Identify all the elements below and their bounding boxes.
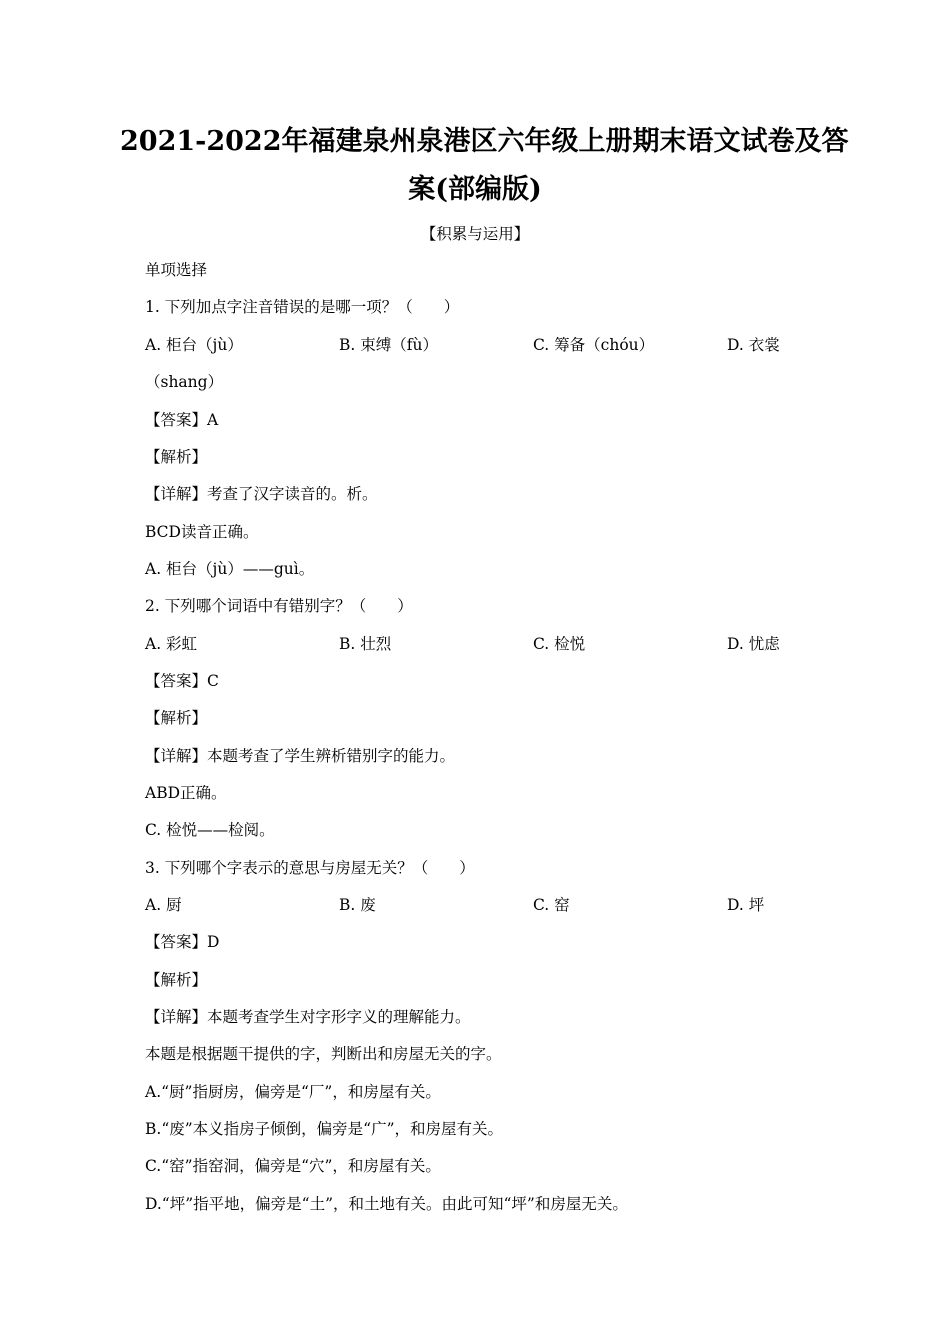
option-a: A. 柜台（jù） xyxy=(145,336,243,354)
answer-line: 【答案】A xyxy=(145,411,219,429)
option-b: B. 废 xyxy=(339,896,376,914)
explanation-line: 本题是根据题干提供的字，判断出和房屋无关的字。 xyxy=(145,1045,502,1063)
option-d-continuation: （shang） xyxy=(145,373,224,391)
option-d: D. 忧虑 xyxy=(727,635,780,653)
question-stem: 2. 下列哪个词语中有错别字？（ ） xyxy=(145,597,413,615)
explanation-line: C.“窑”指窑洞，偏旁是“穴”，和房屋有关。 xyxy=(145,1157,441,1175)
explanation-line: BCD读音正确。 xyxy=(145,523,259,541)
analysis-label: 【解析】 xyxy=(145,448,208,466)
option-d: D. 衣裳 xyxy=(727,336,780,354)
question-stem: 1. 下列加点字注音错误的是哪一项？（ ） xyxy=(145,298,460,316)
analysis-label: 【解析】 xyxy=(145,971,208,989)
detail-line: 【详解】本题考查了学生辨析错别字的能力。 xyxy=(145,747,456,765)
explanation-line: C. 检悦——检阅。 xyxy=(145,821,275,839)
detail-line: 【详解】考查了汉字读音的。析。 xyxy=(145,485,378,503)
question-stem: 3. 下列哪个字表示的意思与房屋无关？（ ） xyxy=(145,859,475,877)
explanation-line: B.“废”本义指房子倾倒，偏旁是“广”，和房屋有关。 xyxy=(145,1120,504,1138)
option-b: B. 壮烈 xyxy=(339,635,392,653)
section-header: 【积累与运用】 xyxy=(420,225,530,243)
option-a: A. 厨 xyxy=(145,896,182,914)
option-d: D. 坪 xyxy=(727,896,765,914)
explanation-line: A.“厨”指厨房，偏旁是“厂”，和房屋有关。 xyxy=(145,1083,441,1101)
option-a: A. 彩虹 xyxy=(145,635,198,653)
option-c: C. 筹备（chóu） xyxy=(533,336,655,354)
option-c: C. 窑 xyxy=(533,896,570,914)
explanation-line: ABD正确。 xyxy=(145,784,227,802)
option-b: B. 束缚（fù） xyxy=(339,336,438,354)
document-title-line-2: 案(部编版) xyxy=(408,174,542,205)
explanation-line: A. 柜台（jù）——guì。 xyxy=(145,560,315,578)
analysis-label: 【解析】 xyxy=(145,709,208,727)
answer-line: 【答案】D xyxy=(145,933,220,951)
subsection-title: 单项选择 xyxy=(145,261,208,279)
explanation-line: D.“坪”指平地，偏旁是“土”，和土地有关。由此可知“坪”和房屋无关。 xyxy=(145,1195,628,1213)
document-title-line-1: 2021-2022年福建泉州泉港区六年级上册期末语文试卷及答 xyxy=(120,126,849,157)
answer-line: 【答案】C xyxy=(145,672,219,690)
detail-line: 【详解】本题考查学生对字形字义的理解能力。 xyxy=(145,1008,471,1026)
option-c: C. 检悦 xyxy=(533,635,586,653)
